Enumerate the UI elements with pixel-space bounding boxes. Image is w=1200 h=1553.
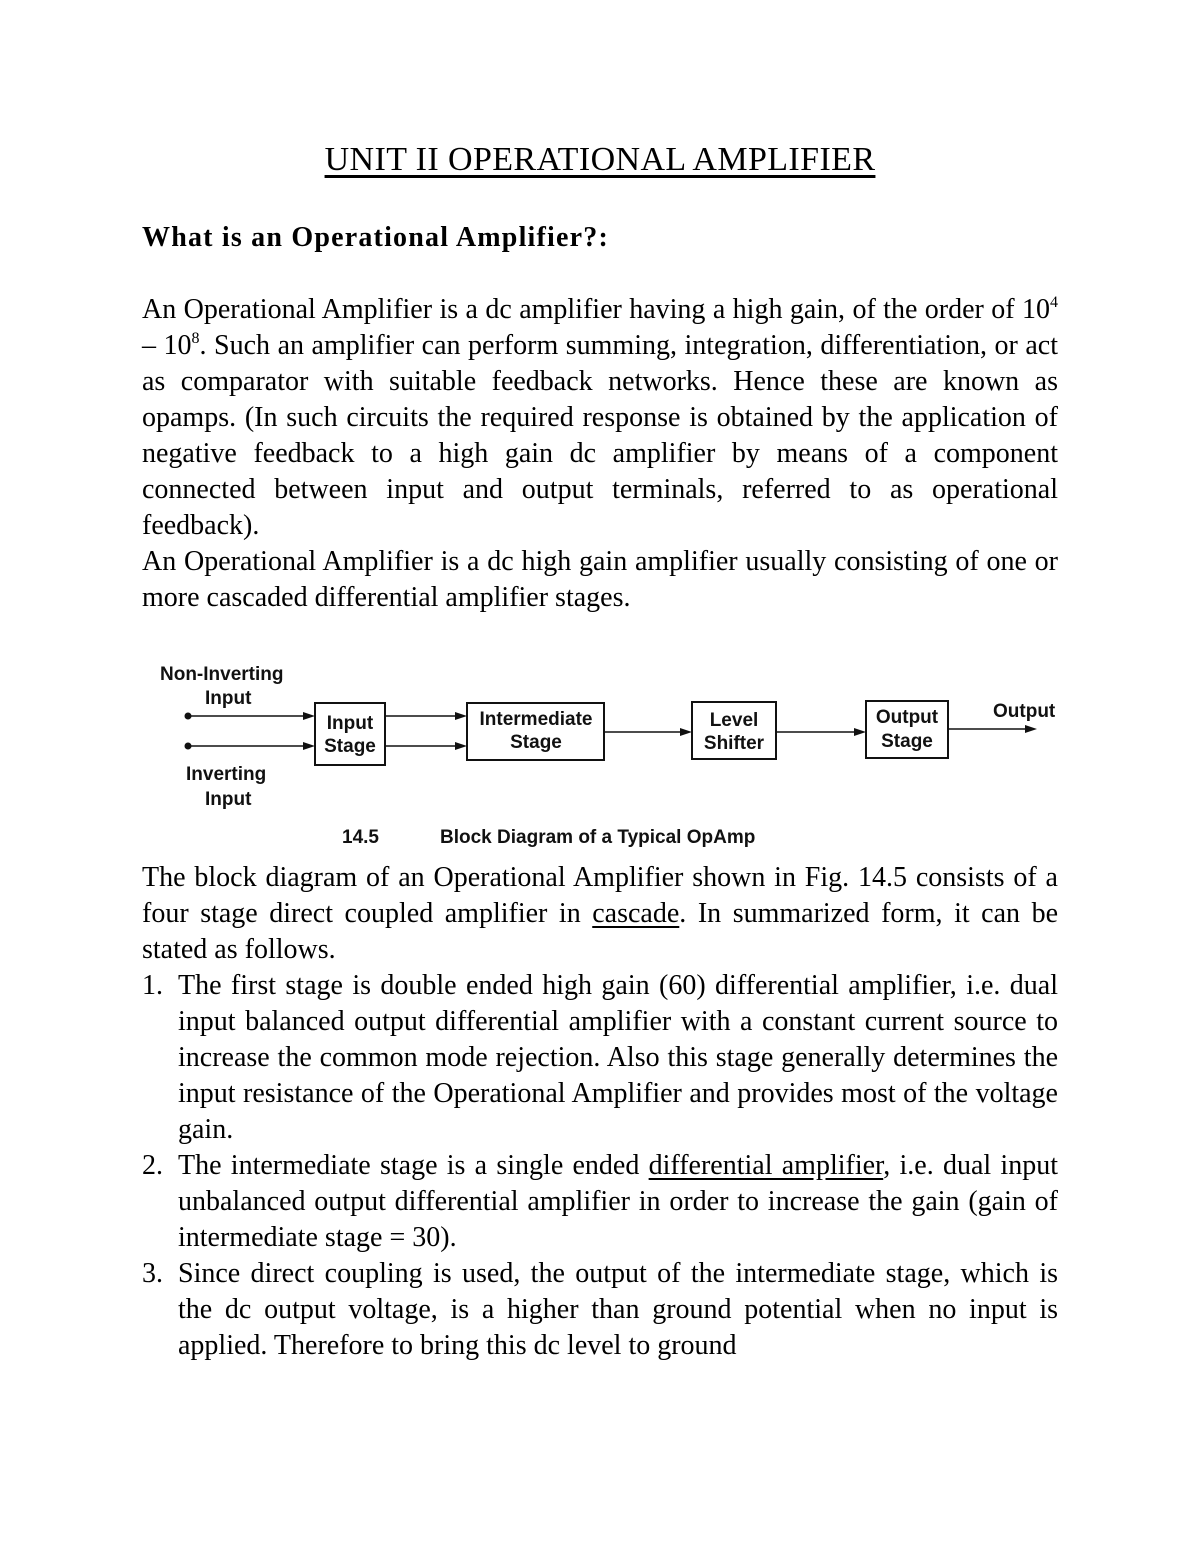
output-label: Output <box>993 701 1056 722</box>
output-arrowhead <box>1025 725 1037 733</box>
non-inverting-label-line1: Non-Inverting <box>160 664 284 685</box>
list-item <box>142 1256 1058 1364</box>
stage1-to-stage2-arrow-bottom <box>455 742 467 750</box>
stage3-to-stage4-arrow <box>854 728 866 736</box>
list-item-number: 3. <box>142 1258 163 1289</box>
definition-paragraph: An Operational Amplifier is a dc high gain amplifier usually consisting of one or more cascaded differential amplifier stages. <box>142 546 1058 613</box>
description-text-part1: The block diagram of an Operational Amplifier shown in Fig. 14.5 consists of a four stage direct coupled amplifier in <box>142 862 1058 929</box>
non-inverting-label-line2: Input <box>205 688 252 709</box>
opamp-block-diagram <box>150 655 1080 855</box>
figure-number: 14.5 <box>342 827 379 848</box>
section-heading: What is an Operational Amplifier?: <box>142 222 610 253</box>
description-text-part2: . In summarized form, it can be stated as follows. <box>142 898 1058 965</box>
intermediate-stage-label-line1: Intermediate <box>479 709 593 730</box>
intermediate-stage-label-line2: Stage <box>510 732 562 753</box>
list-item <box>142 968 1058 1148</box>
list-item-text-before: The intermediate stage is a single ended <box>178 1150 649 1181</box>
stage1-to-stage2-arrow-top <box>455 712 467 720</box>
exponent-8: 8 <box>191 330 200 347</box>
non-inverting-arrowhead <box>303 712 315 720</box>
page-title: UNIT II OPERATIONAL AMPLIFIER <box>324 141 876 178</box>
input-stage-label-line1: Input <box>326 713 374 734</box>
stage2-to-stage3-arrow <box>680 728 692 736</box>
stage-list <box>142 968 1058 1364</box>
differential-amplifier-link[interactable]: differential amplifier <box>648 1150 884 1181</box>
list-item-number: 1. <box>142 970 163 1001</box>
list-item-text: Since direct coupling is used, the output of the intermediate stage, which is the dc output voltage, is a higher than ground potential when no input is applied. Therefore to bring this dc level to ground <box>178 1258 1058 1361</box>
cascade-link[interactable]: cascade <box>592 898 680 929</box>
exponent-4: 4 <box>1050 294 1058 311</box>
inverting-label-line2: Input <box>205 789 252 810</box>
list-item-text-after: , i.e. dual input unbalanced output differential amplifier in order to increase the gain (gain of intermediate stage = 30). <box>178 1150 1058 1253</box>
output-stage-label-line1: Output <box>875 707 939 728</box>
block-diagram-description <box>142 860 1058 968</box>
intro-text-part2: – 10 <box>142 330 192 361</box>
intro-paragraph <box>142 292 1058 544</box>
intro-text-part3: . Such an amplifier can perform summing, integration, differentiation, or act as comparator with suitable feedback networks. Hence these are known as opamps. (In such circuits the required response is obtained by the application of negative feedback to a high gain dc amplifier by means of a component connected between input and output terminals, referred to as operational feedback). <box>142 330 1058 541</box>
figure-caption: Block Diagram of a Typical OpAmp <box>440 827 756 848</box>
inverting-label-line1: Inverting <box>186 764 267 785</box>
list-item-number: 2. <box>142 1150 163 1181</box>
list-item-text: The first stage is double ended high gain (60) differential amplifier, i.e. dual input balanced output differential amplifier with a constant current source to increase the common mode rejection. Also this stage generally determines the input resistance of the Operational Amplifier and provides most of the voltage gain. <box>178 970 1058 1145</box>
output-stage-label-line2: Stage <box>881 731 933 752</box>
level-shifter-label-line1: Level <box>709 710 759 731</box>
intro-text-part1: An Operational Amplifier is a dc amplifier having a high gain, of the order of 10 <box>142 294 1050 325</box>
level-shifter-label-line2: Shifter <box>703 733 765 754</box>
input-stage-label-line2: Stage <box>324 736 376 757</box>
list-item <box>142 1148 1058 1256</box>
inverting-arrowhead <box>303 742 315 750</box>
